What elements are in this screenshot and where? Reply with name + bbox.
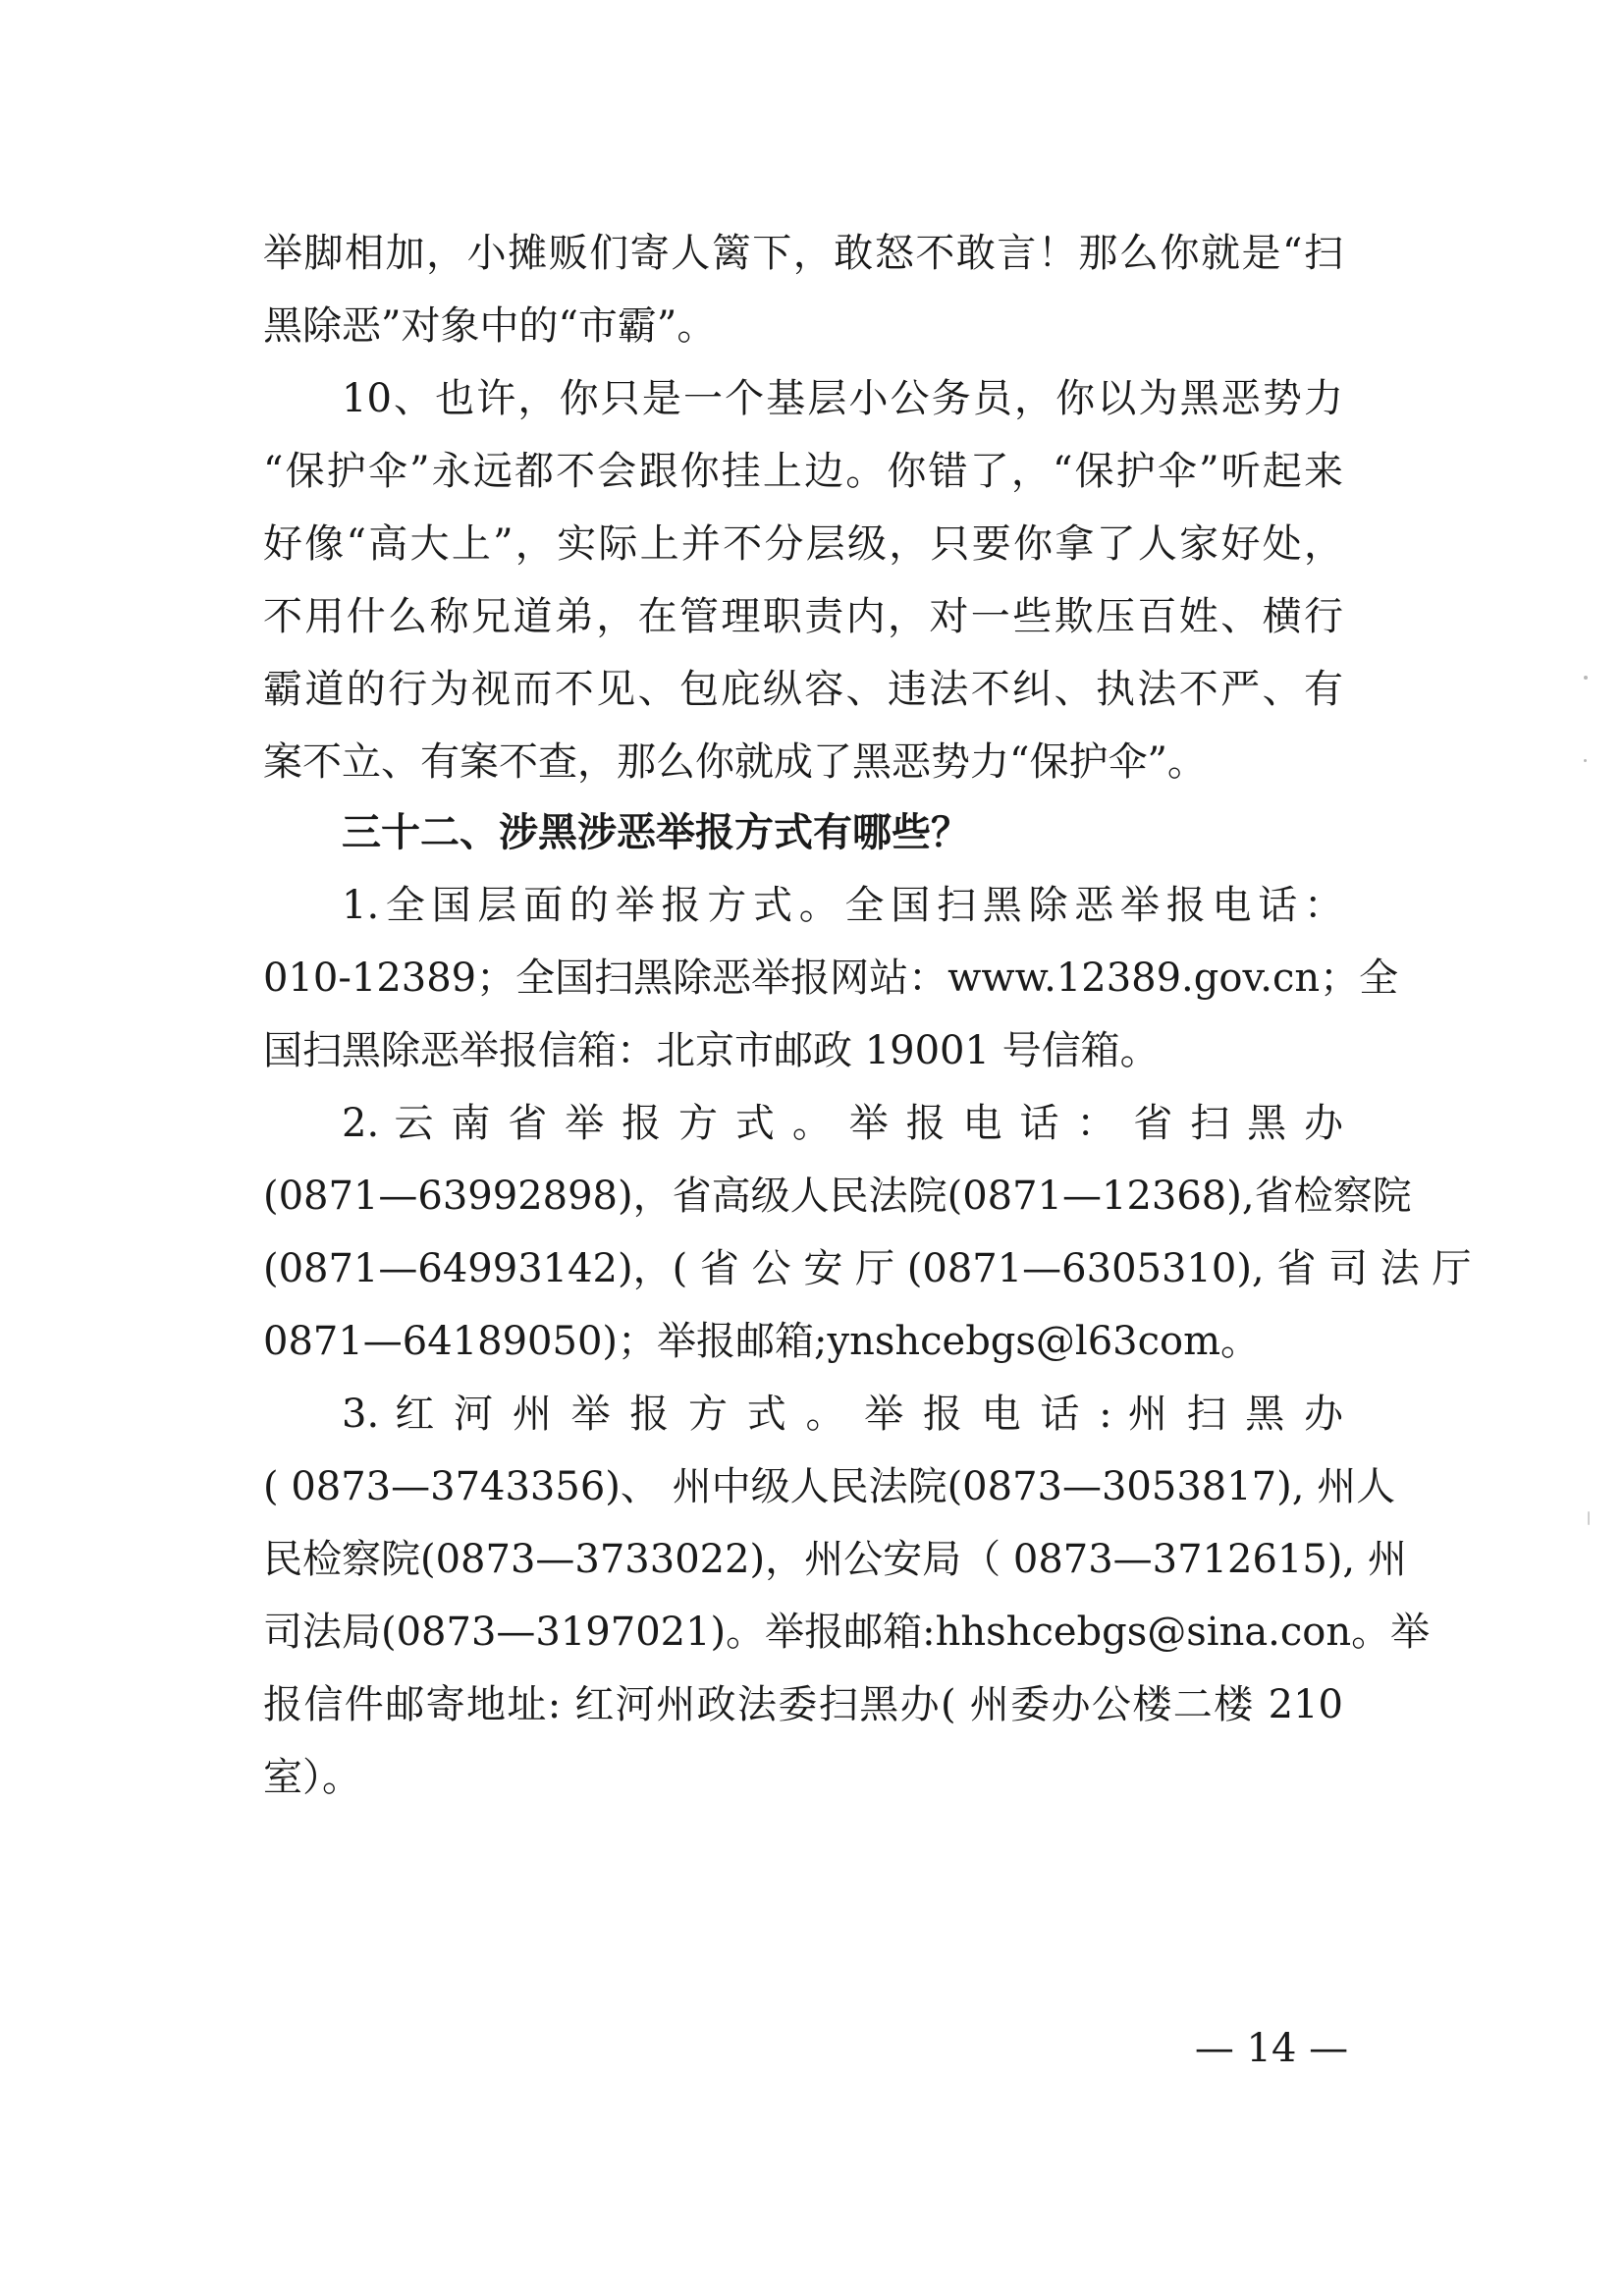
body-text-line: 霸道的行为视而不见、包庇纵容、违法不纠、执法不严、有 [263,667,1343,712]
scan-speck [1584,759,1587,762]
body-text-line: “保护伞”永远都不会跟你挂上边。你错了，“保护伞”听起来 [263,449,1343,494]
body-text-line: ( 0873—3743356)、 州中级人民法院(0873—3053817), 州人 [263,1464,1396,1509]
body-text-line: 国扫黑除恶举报信箱：北京市邮政 19001 号信箱。 [263,1028,1160,1073]
body-text-line: 室）。 [263,1755,361,1800]
scan-speck [1584,676,1588,680]
body-text-line: (0871—64993142)，( 省 公 安 厅 (0871—6305310), 省 司 法 厅 [263,1246,1472,1291]
body-text-line: 案不立、有案不查，那么你就成了黑恶势力“保护伞”。 [263,739,1207,785]
body-text-line: 好像“高大上”，实际上并不分层级，只要你拿了人家好处， [263,521,1343,567]
body-text-line: 民检察院(0873—3733022)，州公安局（ 0873—3712615), 州 [263,1537,1407,1582]
body-text-line: 不用什么称兄道弟，在管理职责内，对一些欺压百姓、横行 [263,594,1343,639]
body-text-line: 司法局(0873—3197021)。举报邮箱:hhshcebgs@sina.con。举 [263,1610,1431,1655]
body-text-line: 10、也许，你只是一个基层小公务员，你以为黑恶势力 [342,376,1343,421]
body-text-line: 报信件邮寄地址: 红河州政法委扫黑办( 州委办公楼二楼 210 [263,1682,1343,1727]
body-text-line: 0871—64189050)；举报邮箱;ynshcebgs@l63com。 [263,1319,1261,1364]
page-number: — 14 — [1194,2026,1349,2071]
body-text-line: (0871—63992898)，省高级人民法院(0871—12368),省检察院 [263,1174,1412,1219]
body-text-line: 3. 红 河 州 举 报 方 式 。 举 报 电 话 : 州 扫 黑 办 [342,1392,1343,1437]
scan-speck [1588,1511,1590,1525]
section-heading: 三十二、涉黑涉恶举报方式有哪些？ [342,810,970,855]
body-text-line: 010-12389；全国扫黑除恶举报网站：www.12389.gov.cn；全 [263,956,1399,1001]
body-text-line: 举脚相加，小摊贩们寄人篱下，敢怒不敢言！那么你就是“扫 [263,231,1343,276]
body-text-line: 1.全国层面的举报方式。全国扫黑除恶举报电话： [342,883,1343,928]
body-text-line: 2. 云 南 省 举 报 方 式 。 举 报 电 话 ： 省 扫 黑 办 [342,1101,1343,1146]
body-text-line: 黑除恶”对象中的“市霸”。 [263,303,717,349]
